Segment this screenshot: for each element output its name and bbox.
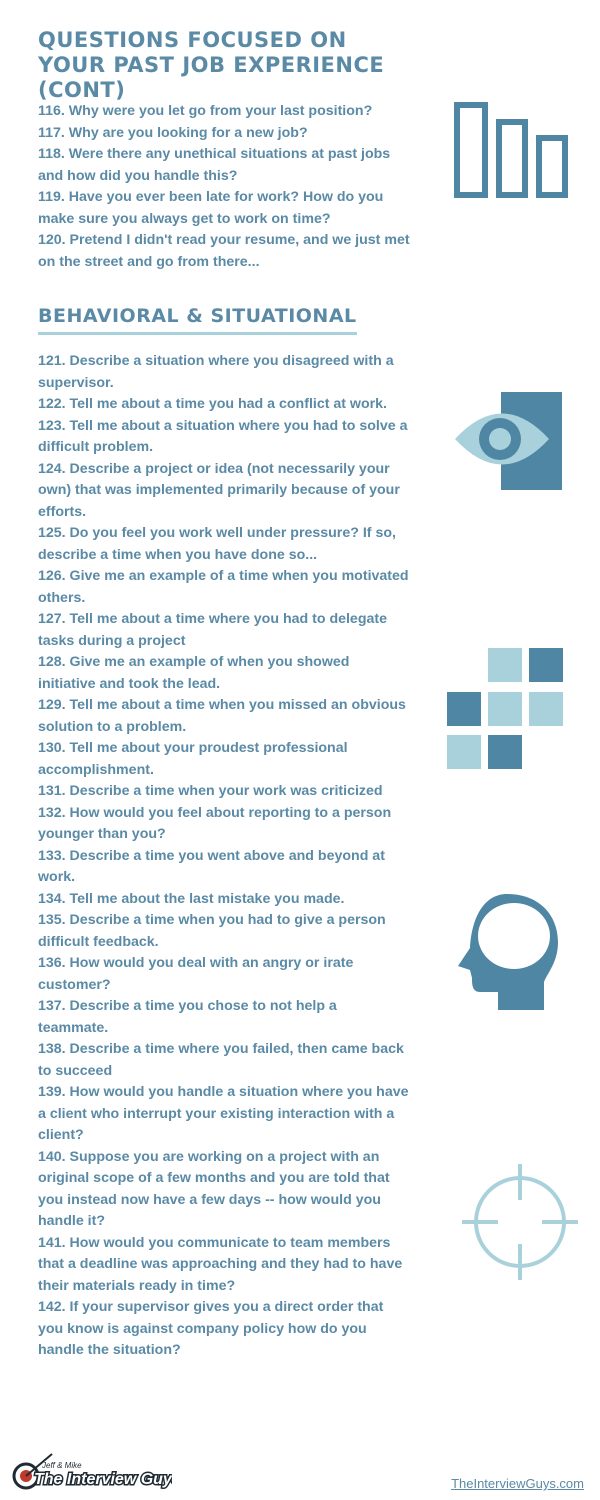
svg-text:The Interview Guys: The Interview Guys — [34, 1471, 172, 1488]
logo-mark-icon — [12, 1446, 172, 1490]
crosshair-icon — [462, 1164, 578, 1280]
question-item: 123. Tell me about a situation where you had to solve a difficult problem. — [38, 417, 408, 455]
question-item: 138. Describe a time where you failed, then came back to succeed — [38, 1041, 404, 1079]
question-item: 135. Describe a time when you had to give a person difficult feedback. — [38, 912, 386, 950]
question-item: 116. Why were you let go from your last position? — [38, 103, 373, 119]
section-title-behavioral: BEHAVIORAL & SITUATIONAL — [38, 304, 357, 335]
question-item: 126. Give me an example of a time when you motivated others. — [38, 568, 409, 606]
grid-squares-icon — [446, 646, 566, 770]
question-item: 118. Were there any unethical situations at past jobs and how did you handle this? — [38, 146, 391, 184]
question-item: 141. How would you communicate to team members that a deadline was approaching and they had to have their materials ready in time? — [38, 1234, 403, 1294]
question-item: 139. How would you handle a situation where you have a client who interrupt your existing interaction with a client? — [38, 1084, 409, 1143]
question-item: 140. Suppose you are working on a project with an original scope of a few months and you are told that you instead now have a few days -- how would you handle it? — [38, 1148, 390, 1229]
question-item: 122. Tell me about a time you had a conflict at work. — [38, 396, 387, 412]
eye-icon — [450, 390, 565, 492]
question-item: 120. Pretend I didn't read your resume, and we just met on the street and go from there... — [38, 232, 410, 270]
question-list-behavioral — [38, 351, 410, 1362]
question-item: 127. Tell me about a time where you had to delegate tasks during a project — [38, 611, 387, 649]
question-item: 130. Tell me about your proudest professional accomplishment. — [38, 740, 348, 778]
question-item: 131. Describe a time when your work was criticized — [38, 783, 383, 799]
question-item: 129. Tell me about a time when you missed an obvious solution to a problem. — [38, 697, 406, 735]
website-link[interactable]: TheInterviewGuys.com — [451, 1476, 584, 1491]
question-item: 136. How would you deal with an angry or irate customer? — [38, 955, 354, 993]
head-icon — [452, 892, 560, 1012]
section-title-past-experience: QUESTIONS FOCUSED ON YOUR PAST JOB EXPERIENCE (CONT) — [38, 28, 385, 102]
bar-chart-icon — [452, 100, 572, 200]
question-item: 134. Tell me about the last mistake you made. — [38, 890, 345, 907]
question-item: 137. Describe a time you chose to not help a teammate. — [38, 998, 337, 1036]
question-item: 128. Give me an example of when you showed initiative and took the lead. — [38, 654, 350, 692]
question-item: 133. Describe a time you went above and beyond at work. — [38, 847, 385, 885]
interview-guys-logo — [12, 1446, 172, 1490]
question-item: 132. How would you feel about reporting to a person younger than you? — [38, 804, 392, 842]
question-item: 124. Describe a project or idea (not necessarily your own) that was implemented primarily because of your efforts. — [38, 460, 400, 520]
question-item: 117. Why are you looking for a new job? — [38, 124, 308, 141]
question-item: 121. Describe a situation where you disagreed with a supervisor. — [38, 353, 394, 391]
svg-text:Jeff & Mike: Jeff & Mike — [42, 1461, 82, 1470]
question-item: 125. Do you feel you work well under pressure? If so, describe a time when you have done so... — [38, 525, 396, 563]
question-item: 119. Have you ever been late for work? How do you make sure you always get to work on time? — [38, 189, 384, 227]
question-list-past-experience — [38, 101, 410, 273]
question-item: 142. If your supervisor gives you a direct order that you know is against company policy how do you handle the situation? — [38, 1299, 384, 1358]
